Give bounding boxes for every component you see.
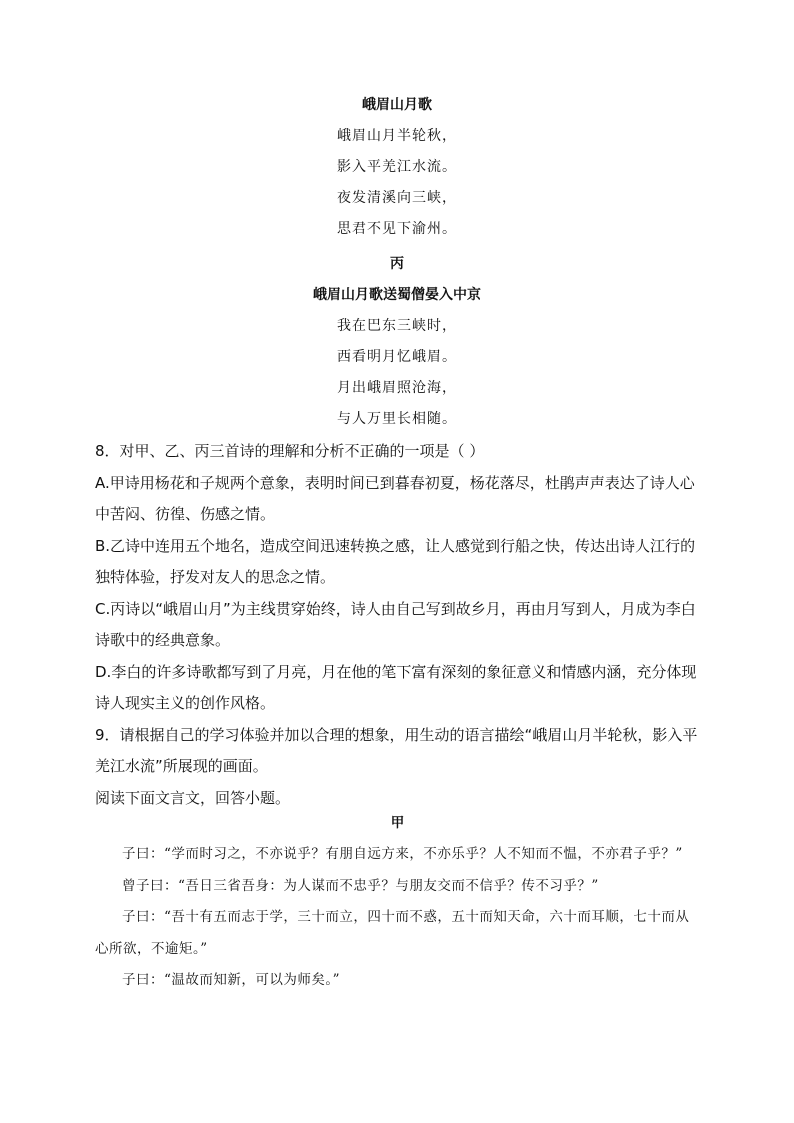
question-8-option-b: B.乙诗中连用五个地名，造成空间迅速转换之感，让人感觉到行船之快，传达出诗人江行的独特体验，抒发对友人的思念之情。 [95,536,696,586]
poem-yi [0,90,794,245]
classical-paragraph: 曾子曰：“吾日三省吾身：为人谋而不忠乎？与朋友交而不信乎？传不习乎？” [122,877,599,894]
section-label: 丙 [390,256,404,272]
question-8-option-c: C.丙诗以“峨眉山月”为主线贯穿始终，诗人由自己写到故乡月，再由月写到人，月成为李白诗歌中的经典意象。 [95,599,696,649]
classical-paragraph: 子曰：“吾十有五而志于学，三十而立，四十而不惑，五十而知天命，六十而耳顺，七十而从心所欲，不逾矩。” [95,909,690,957]
poem-line: 西看明月忆峨眉。 [337,349,457,365]
question-8-option-a: A.甲诗用杨花和子规两个意象，表明时间已到暮春初夏，杨花落尽，杜鹃声声表达了诗人心中苦闷、彷徨、伤感之情。 [95,473,695,523]
section-label: 甲 [390,815,405,831]
poem-line: 思君不见下渝州。 [337,221,457,237]
question-8-stem: 8．对甲、乙、丙三首诗的理解和分析不正确的一项是（ ） [95,442,485,460]
classical-text [95,808,700,997]
question-9: 9．请根据自己的学习体验并加以合理的想象，用生动的语言描绘“峨眉山月半轮秋，影入平羌江水流”所展现的画面。 [95,725,698,775]
poem-line: 夜发清溪向三峡， [337,190,457,206]
question-8-option-d: D.李白的许多诗歌都写到了月亮，月在他的笔下富有深刻的象征意义和情感内涵，充分体现诗人现实主义的创作风格。 [95,662,697,712]
questions-section [95,436,700,814]
classical-paragraph: 子曰：“温故而知新，可以为师矣。” [122,972,341,988]
poem-title: 峨眉山月歌送蜀僧晏入中京 [313,287,481,303]
poem-line: 与人万里长相随。 [337,411,457,427]
poem-title: 峨眉山月歌 [362,97,432,113]
poem-bing [0,249,794,435]
reading-instruction: 阅读下面文言文，回答小题。 [95,788,291,807]
poem-line: 影入平羌江水流。 [337,159,457,175]
poem-line: 峨眉山月半轮秋， [337,128,457,144]
poem-line: 我在巴东三峡时， [337,318,457,334]
classical-paragraph: 子曰：“学而时习之，不亦说乎？有朋自远方来，不亦乐乎？人不知而不愠，不亦君子乎？” [122,846,683,862]
poem-line: 月出峨眉照沧海， [337,380,457,396]
